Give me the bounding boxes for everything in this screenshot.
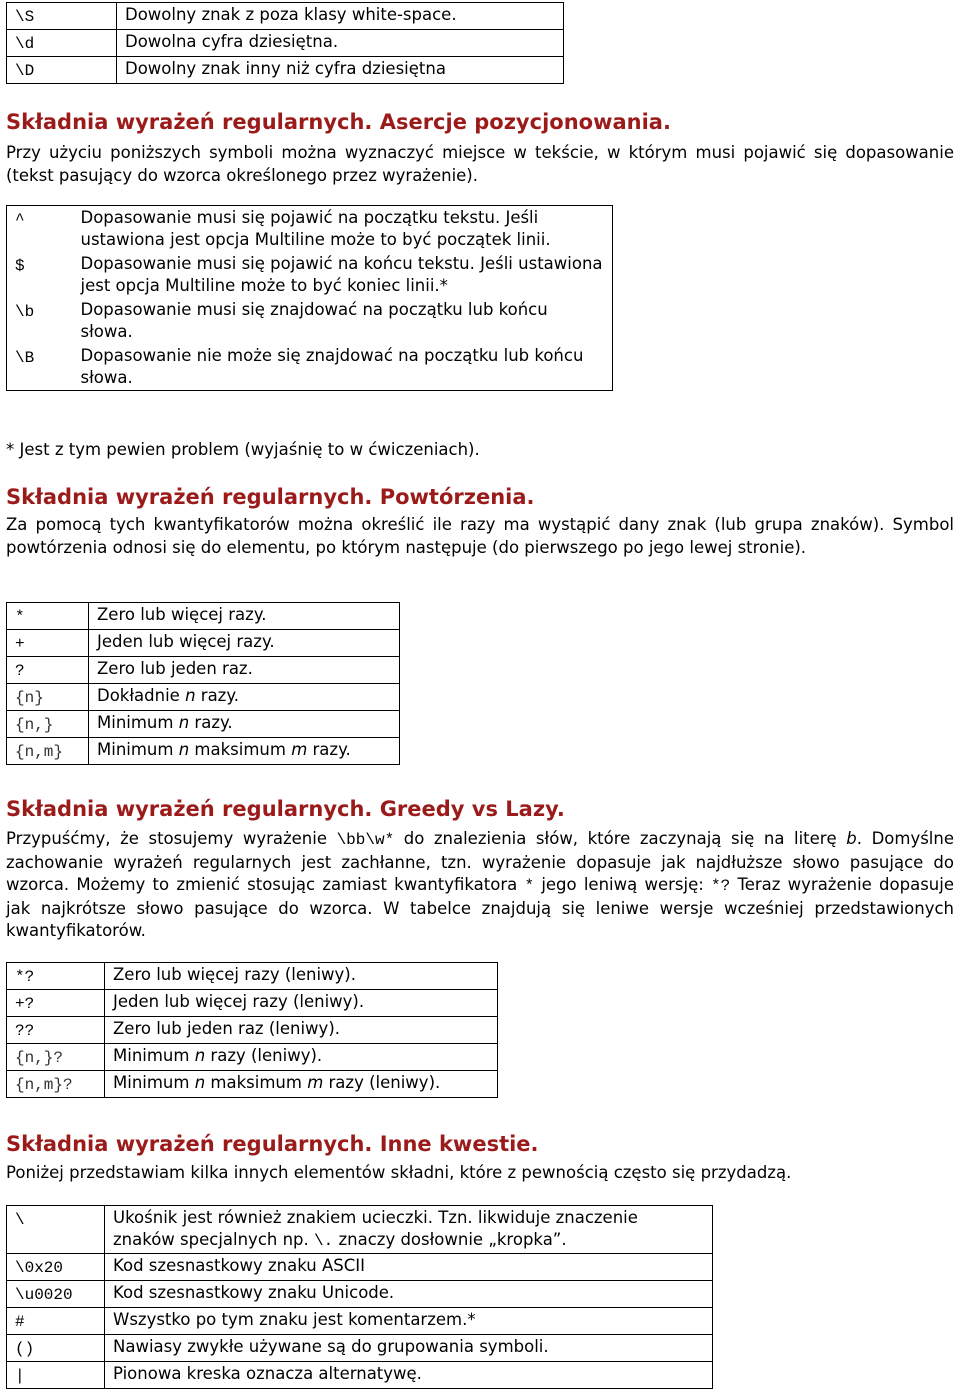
code-cell: \u0020 [7, 1281, 105, 1308]
other-syntax-table [6, 1205, 713, 1389]
code-cell: # [7, 1308, 105, 1335]
greedy-paragraph: Przypuśćmy, że stosujemy wyrażenie \bb\w* do znalezienia słów, które zaczynają się na literę b. Domyślne zachowanie wyrażeń regularnych jest zachłanne, tzn. wyrażenie dopasuje jak najdłuższe słowo pasujące do wzorca. Możemy to zmienić stosując zamiast kwantyfikatora * jego leniwą wersję: *? Teraz wyrażenie dopasuje jak najkrótsze słowo pasujące do wzorca. W tabelce znajdują się leniwe wersje wcześniej przedstawionych kwantyfikatorów. [6, 829, 954, 940]
description-cell: Jeden lub więcej razy (leniwy). [105, 990, 498, 1017]
code-cell: ^ [7, 206, 73, 253]
description-cell: Pionowa kreska oznacza alternatywę. [105, 1362, 713, 1389]
code-cell: ?? [7, 1017, 105, 1044]
description-cell: Zero lub jeden raz. [89, 657, 400, 684]
code-cell: {n,} [7, 711, 89, 738]
code-cell: () [7, 1335, 105, 1362]
description-cell: Dopasowanie musi się znajdować na początku lub końcu słowa. [73, 298, 613, 344]
code-cell: \ [7, 1206, 105, 1254]
section-heading-repetitions: Składnia wyrażeń regularnych. Powtórzenia. [6, 485, 535, 509]
description-cell: Dopasowanie musi się pojawić na początku tekstu. Jeśli ustawiona jest opcja Multiline może to być początek linii. [73, 206, 613, 253]
table-row [7, 57, 564, 84]
code-cell: \D [7, 57, 117, 84]
code-cell: \0x20 [7, 1254, 105, 1281]
description-cell: Dopasowanie nie może się znajdować na początku lub końcu słowa. [73, 344, 613, 391]
description-cell: Minimum n razy (leniwy). [105, 1044, 498, 1071]
table-row [7, 1362, 713, 1389]
lazy-quantifiers-table [6, 962, 498, 1098]
description-cell: Dowolna cyfra dziesiętna. [117, 30, 564, 57]
table-row [7, 1308, 713, 1335]
table-row [7, 1017, 498, 1044]
code-cell: \d [7, 30, 117, 57]
table-row [7, 206, 613, 253]
description-cell: Jeden lub więcej razy. [89, 630, 400, 657]
table-row [7, 1044, 498, 1071]
description-cell: Wszystko po tym znaku jest komentarzem.* [105, 1308, 713, 1335]
table-row [7, 603, 400, 630]
character-class-table [6, 2, 564, 84]
table-row [7, 990, 498, 1017]
table-row [7, 252, 613, 298]
code-cell: * [7, 603, 89, 630]
table-row [7, 657, 400, 684]
table-row [7, 1335, 713, 1362]
description-cell: Zero lub więcej razy (leniwy). [105, 963, 498, 990]
table-row [7, 630, 400, 657]
section-heading-greedy-lazy: Składnia wyrażeń regularnych. Greedy vs Lazy. [6, 797, 565, 821]
description-cell: Ukośnik jest również znakiem ucieczki. Tzn. likwiduje znaczenie znaków specjalnych np. \. znaczy dosłownie „kropka”. [105, 1206, 713, 1254]
description-cell: Zero lub więcej razy. [89, 603, 400, 630]
code-cell: \S [7, 3, 117, 30]
description-cell: Kod szesnastkowy znaku Unicode. [105, 1281, 713, 1308]
code-cell: | [7, 1362, 105, 1389]
table-row [7, 963, 498, 990]
description-cell: Zero lub jeden raz (leniwy). [105, 1017, 498, 1044]
description-cell: Minimum n maksimum m razy (leniwy). [105, 1071, 498, 1098]
code-cell: \b [7, 298, 73, 344]
table-row [7, 30, 564, 57]
code-cell: +? [7, 990, 105, 1017]
code-cell: {n,m} [7, 738, 89, 765]
code-cell: \B [7, 344, 73, 391]
code-cell: {n} [7, 684, 89, 711]
section-heading-other: Składnia wyrażeń regularnych. Inne kwestie. [6, 1132, 539, 1156]
table-row [7, 1281, 713, 1308]
description-cell: Dowolny znak z poza klasy white-space. [117, 3, 564, 30]
description-cell: Dowolny znak inny niż cyfra dziesiętna [117, 57, 564, 84]
repetitions-table [6, 602, 400, 765]
table-row [7, 1071, 498, 1098]
table-row [7, 1206, 713, 1254]
assertions-footnote: * Jest z tym pewien problem (wyjaśnię to w ćwiczeniach). [6, 440, 480, 459]
table-row [7, 711, 400, 738]
table-row [7, 684, 400, 711]
table-row [7, 298, 613, 344]
table-row [7, 3, 564, 30]
description-cell: Minimum n razy. [89, 711, 400, 738]
table-row [7, 344, 613, 391]
description-cell: Dokładnie n razy. [89, 684, 400, 711]
section-heading-assertions: Składnia wyrażeń regularnych. Asercje pozycjonowania. [6, 110, 671, 134]
description-cell: Nawiasy zwykłe używane są do grupowania symboli. [105, 1335, 713, 1362]
code-cell: {n,m}? [7, 1071, 105, 1098]
code-cell: ? [7, 657, 89, 684]
assertions-table [6, 205, 613, 391]
table-row [7, 1254, 713, 1281]
repetitions-intro: Za pomocą tych kwantyfikatorów można określić ile razy ma wystąpić dany znak (lub grupa znaków). Symbol powtórzenia odnosi się do elementu, po którym następuje (do pierwszego po jego lewej stronie). [6, 515, 954, 557]
other-intro: Poniżej przedstawiam kilka innych elementów składni, które z pewnością często się przydadzą. [6, 1163, 792, 1182]
code-cell: {n,}? [7, 1044, 105, 1071]
description-cell: Kod szesnastkowy znaku ASCII [105, 1254, 713, 1281]
assertions-intro: Przy użyciu poniższych symboli można wyznaczyć miejsce w tekście, w którym musi pojawić się dopasowanie (tekst pasujący do wzorca określonego przez wyrażenie). [6, 143, 954, 185]
table-row [7, 738, 400, 765]
description-cell: Dopasowanie musi się pojawić na końcu tekstu. Jeśli ustawiona jest opcja Multiline może to być koniec linii.* [73, 252, 613, 298]
code-cell: $ [7, 252, 73, 298]
code-cell: *? [7, 963, 105, 990]
code-cell: + [7, 630, 89, 657]
description-cell: Minimum n maksimum m razy. [89, 738, 400, 765]
